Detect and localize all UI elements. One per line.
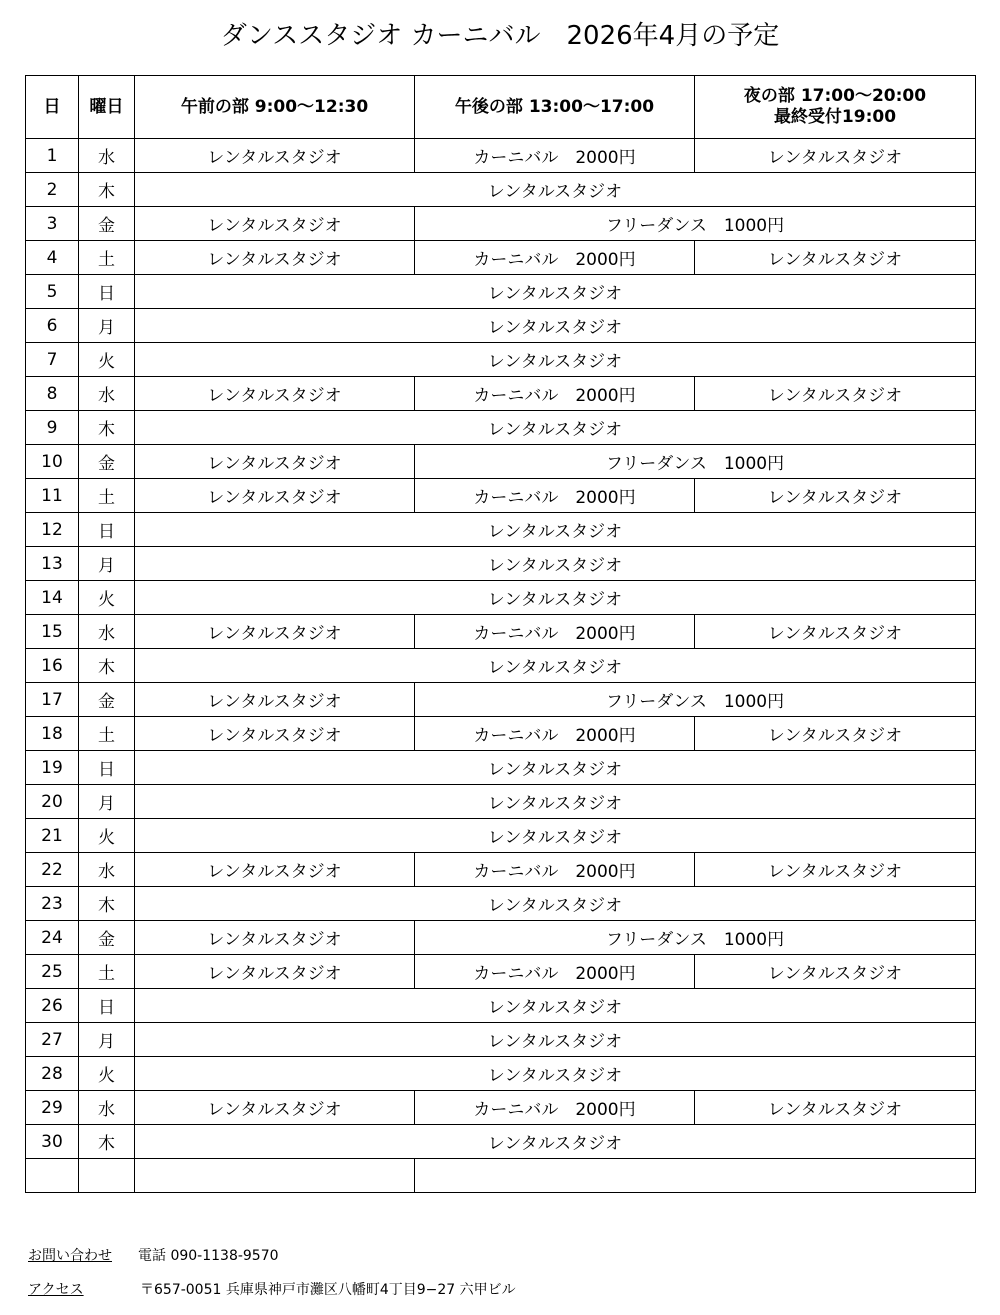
table-row — [26, 241, 976, 275]
day-cell: 8 — [26, 377, 79, 411]
weekday-cell: 日 — [79, 513, 135, 547]
slot-afternoon: カーニバル 2000円 — [415, 241, 695, 275]
slot-all-day: レンタルスタジオ — [135, 887, 976, 921]
table-row — [26, 819, 976, 853]
day-cell: 24 — [26, 921, 79, 955]
weekday-cell: 水 — [79, 1091, 135, 1125]
day-cell: 5 — [26, 275, 79, 309]
day-cell: 18 — [26, 717, 79, 751]
slot-evening: レンタルスタジオ — [695, 139, 976, 173]
slot-all-day: レンタルスタジオ — [135, 309, 976, 343]
day-cell: 11 — [26, 479, 79, 513]
table-row — [26, 139, 976, 173]
table-row — [26, 445, 976, 479]
schedule-body — [26, 139, 976, 1193]
slot-morning: レンタルスタジオ — [135, 1091, 415, 1125]
slot-afternoon: カーニバル 2000円 — [415, 1091, 695, 1125]
slot-afternoon-evening — [415, 1159, 976, 1193]
weekday-cell: 火 — [79, 343, 135, 377]
slot-evening: レンタルスタジオ — [695, 241, 976, 275]
slot-all-day: レンタルスタジオ — [135, 989, 976, 1023]
day-cell: 19 — [26, 751, 79, 785]
weekday-cell: 火 — [79, 1057, 135, 1091]
slot-all-day: レンタルスタジオ — [135, 275, 976, 309]
weekday-cell: 火 — [79, 581, 135, 615]
weekday-cell: 水 — [79, 377, 135, 411]
table-header-row — [26, 76, 976, 139]
day-cell: 26 — [26, 989, 79, 1023]
slot-all-day: レンタルスタジオ — [135, 751, 976, 785]
table-row — [26, 785, 976, 819]
day-cell: 10 — [26, 445, 79, 479]
day-cell: 25 — [26, 955, 79, 989]
slot-all-day: レンタルスタジオ — [135, 1023, 976, 1057]
header-morning: 午前の部 9:00～12:30 — [135, 76, 415, 139]
slot-all-day: レンタルスタジオ — [135, 411, 976, 445]
weekday-cell: 金 — [79, 683, 135, 717]
slot-all-day: レンタルスタジオ — [135, 343, 976, 377]
day-cell: 30 — [26, 1125, 79, 1159]
slot-afternoon: カーニバル 2000円 — [415, 479, 695, 513]
slot-evening: レンタルスタジオ — [695, 955, 976, 989]
day-cell: 14 — [26, 581, 79, 615]
table-row — [26, 411, 976, 445]
table-row — [26, 1159, 976, 1193]
table-row — [26, 377, 976, 411]
weekday-cell: 木 — [79, 649, 135, 683]
slot-all-day: レンタルスタジオ — [135, 547, 976, 581]
weekday-cell: 日 — [79, 275, 135, 309]
table-row — [26, 343, 976, 377]
table-row — [26, 615, 976, 649]
day-cell: 28 — [26, 1057, 79, 1091]
day-cell: 12 — [26, 513, 79, 547]
weekday-cell: 土 — [79, 955, 135, 989]
day-cell: 1 — [26, 139, 79, 173]
weekday-cell: 木 — [79, 887, 135, 921]
slot-afternoon-evening: フリーダンス 1000円 — [415, 207, 976, 241]
day-cell: 3 — [26, 207, 79, 241]
day-cell: 7 — [26, 343, 79, 377]
day-cell: 13 — [26, 547, 79, 581]
day-cell: 20 — [26, 785, 79, 819]
weekday-cell: 土 — [79, 717, 135, 751]
slot-all-day: レンタルスタジオ — [135, 785, 976, 819]
access-address: 〒657-0051 兵庫県神戸市灘区八幡町4丁目9−27 六甲ビル — [140, 1282, 516, 1298]
day-cell: 29 — [26, 1091, 79, 1125]
day-cell: 21 — [26, 819, 79, 853]
slot-afternoon-evening: フリーダンス 1000円 — [415, 683, 976, 717]
table-row — [26, 649, 976, 683]
slot-all-day: レンタルスタジオ — [135, 819, 976, 853]
contact-line — [28, 1245, 279, 1265]
weekday-cell: 土 — [79, 479, 135, 513]
access-line — [28, 1279, 516, 1299]
weekday-cell: 木 — [79, 1125, 135, 1159]
slot-afternoon-evening: フリーダンス 1000円 — [415, 445, 976, 479]
day-cell: 6 — [26, 309, 79, 343]
table-row — [26, 683, 976, 717]
slot-all-day: レンタルスタジオ — [135, 173, 976, 207]
table-row — [26, 717, 976, 751]
header-afternoon: 午後の部 13:00～17:00 — [415, 76, 695, 139]
table-row — [26, 207, 976, 241]
schedule-table — [25, 75, 976, 1193]
header-weekday: 曜日 — [79, 76, 135, 139]
slot-morning: レンタルスタジオ — [135, 615, 415, 649]
slot-evening: レンタルスタジオ — [695, 1091, 976, 1125]
slot-all-day: レンタルスタジオ — [135, 1057, 976, 1091]
day-cell: 23 — [26, 887, 79, 921]
day-cell: 27 — [26, 1023, 79, 1057]
weekday-cell: 月 — [79, 1023, 135, 1057]
weekday-cell: 火 — [79, 819, 135, 853]
weekday-cell: 月 — [79, 547, 135, 581]
slot-afternoon-evening: フリーダンス 1000円 — [415, 921, 976, 955]
weekday-cell — [79, 1159, 135, 1193]
page-title: ダンススタジオ カーニバル 2026年4月の予定 — [220, 21, 780, 51]
weekday-cell: 日 — [79, 989, 135, 1023]
weekday-cell: 金 — [79, 207, 135, 241]
slot-morning: レンタルスタジオ — [135, 445, 415, 479]
table-row — [26, 887, 976, 921]
day-cell: 2 — [26, 173, 79, 207]
slot-all-day: レンタルスタジオ — [135, 513, 976, 547]
slot-morning: レンタルスタジオ — [135, 683, 415, 717]
table-row — [26, 275, 976, 309]
table-row — [26, 1125, 976, 1159]
slot-all-day: レンタルスタジオ — [135, 1125, 976, 1159]
table-row — [26, 581, 976, 615]
access-label: アクセス — [28, 1282, 84, 1298]
day-cell — [26, 1159, 79, 1193]
header-evening-time: 夜の部 17:00～20:00 — [743, 86, 927, 106]
slot-morning: レンタルスタジオ — [135, 955, 415, 989]
contact-label: お問い合わせ — [28, 1248, 112, 1264]
slot-evening: レンタルスタジオ — [695, 479, 976, 513]
slot-evening: レンタルスタジオ — [695, 717, 976, 751]
weekday-cell: 木 — [79, 411, 135, 445]
table-row — [26, 853, 976, 887]
slot-evening: レンタルスタジオ — [695, 377, 976, 411]
slot-morning: レンタルスタジオ — [135, 921, 415, 955]
table-row — [26, 479, 976, 513]
weekday-cell: 水 — [79, 139, 135, 173]
header-evening — [695, 76, 976, 139]
slot-evening: レンタルスタジオ — [695, 615, 976, 649]
table-row — [26, 547, 976, 581]
slot-morning: レンタルスタジオ — [135, 207, 415, 241]
slot-morning — [135, 1159, 415, 1193]
slot-morning: レンタルスタジオ — [135, 853, 415, 887]
slot-morning: レンタルスタジオ — [135, 377, 415, 411]
day-cell: 16 — [26, 649, 79, 683]
table-row — [26, 173, 976, 207]
table-row — [26, 513, 976, 547]
header-day: 日 — [26, 76, 79, 139]
table-row — [26, 1023, 976, 1057]
slot-afternoon: カーニバル 2000円 — [415, 955, 695, 989]
slot-morning: レンタルスタジオ — [135, 241, 415, 275]
table-row — [26, 309, 976, 343]
header-evening-last-entry: 最終受付19:00 — [773, 107, 897, 127]
weekday-cell: 木 — [79, 173, 135, 207]
slot-morning: レンタルスタジオ — [135, 139, 415, 173]
weekday-cell: 土 — [79, 241, 135, 275]
slot-afternoon: カーニバル 2000円 — [415, 139, 695, 173]
slot-afternoon: カーニバル 2000円 — [415, 717, 695, 751]
weekday-cell: 月 — [79, 785, 135, 819]
day-cell: 17 — [26, 683, 79, 717]
day-cell: 9 — [26, 411, 79, 445]
weekday-cell: 金 — [79, 921, 135, 955]
slot-all-day: レンタルスタジオ — [135, 581, 976, 615]
slot-afternoon: カーニバル 2000円 — [415, 853, 695, 887]
weekday-cell: 金 — [79, 445, 135, 479]
table-row — [26, 921, 976, 955]
slot-morning: レンタルスタジオ — [135, 479, 415, 513]
slot-afternoon: カーニバル 2000円 — [415, 615, 695, 649]
table-row — [26, 955, 976, 989]
table-row — [26, 1091, 976, 1125]
day-cell: 15 — [26, 615, 79, 649]
day-cell: 22 — [26, 853, 79, 887]
weekday-cell: 月 — [79, 309, 135, 343]
table-row — [26, 751, 976, 785]
slot-all-day: レンタルスタジオ — [135, 649, 976, 683]
table-row — [26, 1057, 976, 1091]
weekday-cell: 日 — [79, 751, 135, 785]
slot-morning: レンタルスタジオ — [135, 717, 415, 751]
table-row — [26, 989, 976, 1023]
weekday-cell: 水 — [79, 615, 135, 649]
day-cell: 4 — [26, 241, 79, 275]
weekday-cell: 水 — [79, 853, 135, 887]
slot-evening: レンタルスタジオ — [695, 853, 976, 887]
slot-afternoon: カーニバル 2000円 — [415, 377, 695, 411]
contact-phone: 電話 090-1138-9570 — [138, 1248, 279, 1264]
